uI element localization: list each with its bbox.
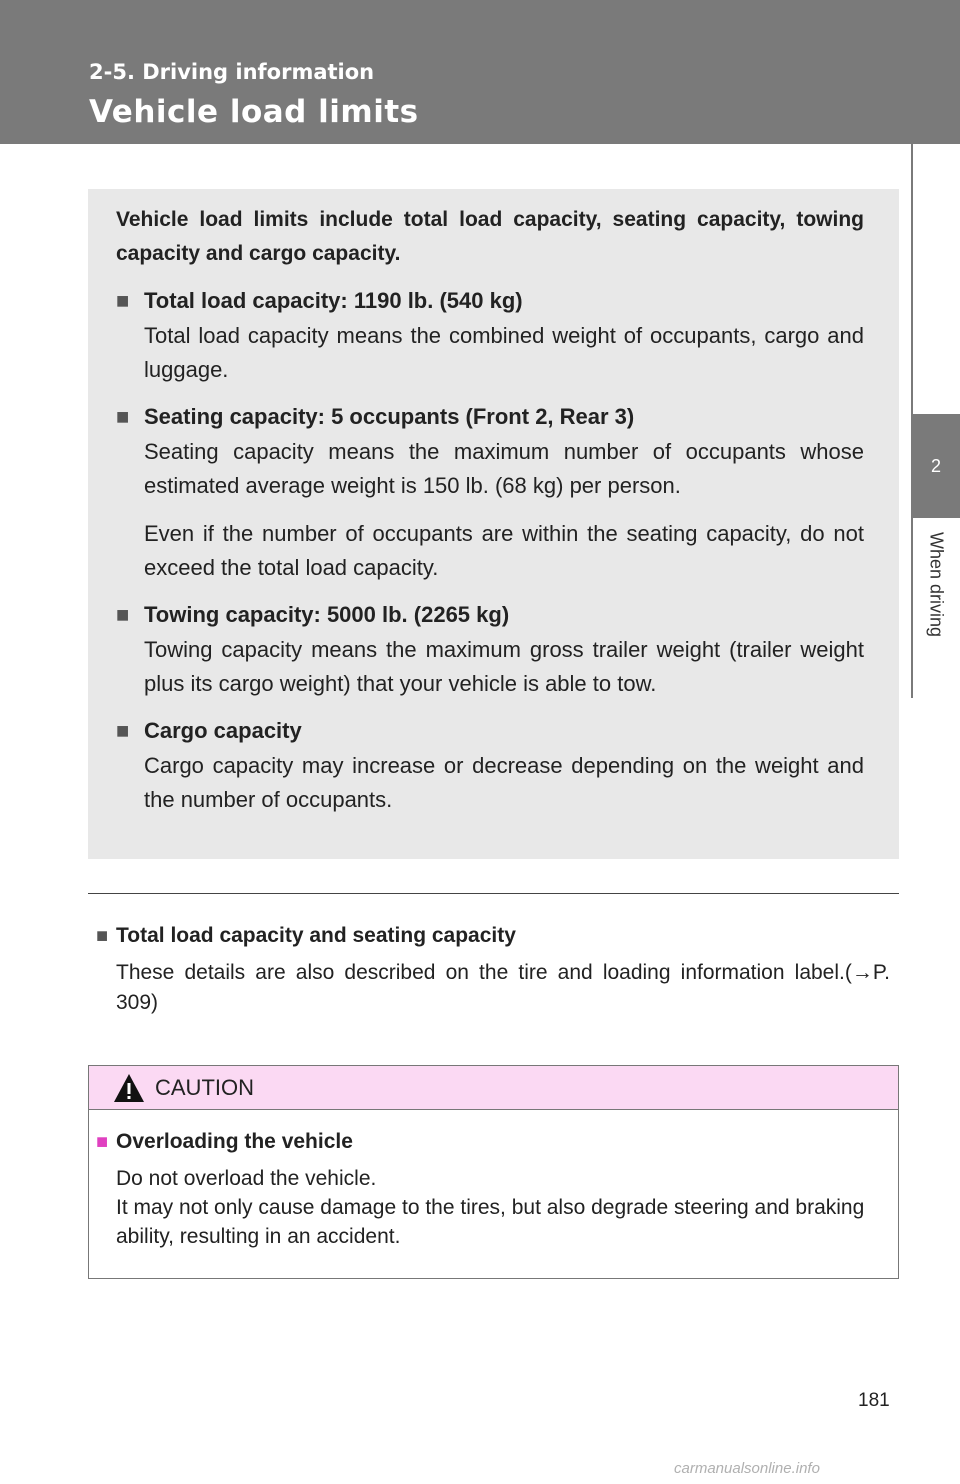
summary-item-total-load	[116, 283, 864, 387]
page-title: Vehicle load limits	[89, 94, 419, 130]
page-header	[0, 0, 960, 144]
page-number: 181	[858, 1390, 890, 1411]
caution-header	[89, 1066, 898, 1110]
item-body: Cargo capacity may increase or decrease depending on the weight and the number of occupants.	[144, 753, 864, 812]
item-heading: Total load capacity: 1190 lb. (540 kg)	[144, 288, 523, 313]
item-body: Towing capacity means the maximum gross trailer weight (trailer weight plus its cargo weight) that your vehicle is able to tow.	[144, 637, 864, 696]
section-label: 2-5. Driving information	[89, 60, 375, 84]
note-section	[96, 920, 890, 1018]
item-body: Total load capacity means the combined weight of occupants, cargo and luggage.	[144, 323, 864, 382]
section-divider	[88, 893, 899, 894]
caution-line: Do not overload the vehicle.	[116, 1167, 377, 1190]
warning-triangle-icon	[113, 1073, 145, 1103]
square-bullet-icon: ■	[116, 404, 130, 429]
summary-item-seating	[116, 399, 864, 585]
square-bullet-icon: ■	[96, 1131, 109, 1153]
summary-box	[88, 189, 899, 859]
chapter-tab	[912, 414, 960, 518]
item-heading: Seating capacity: 5 occupants (Front 2, Rear 3)	[144, 404, 635, 429]
chapter-label: When driving	[926, 532, 947, 638]
chapter-label-tab	[912, 518, 960, 698]
summary-intro: Vehicle load limits include total load capacity, seating capacity, towing capacity and cargo capacity.	[116, 208, 864, 265]
item-heading: Cargo capacity	[144, 718, 302, 743]
caution-item-heading: Overloading the vehicle	[116, 1130, 353, 1153]
watermark: carmanualsonline.info	[674, 1460, 820, 1477]
caution-title: CAUTION	[155, 1074, 254, 1100]
note-heading: Total load capacity and seating capacity	[116, 924, 516, 947]
summary-item-towing	[116, 597, 864, 701]
item-heading: Towing capacity: 5000 lb. (2265 kg)	[144, 602, 510, 627]
square-bullet-icon: ■	[96, 925, 109, 947]
caution-content	[89, 1110, 898, 1251]
note-body: These details are also described on the tire and loading information label.(→P. 309)	[116, 961, 890, 1014]
square-bullet-icon: ■	[116, 602, 130, 627]
summary-item-cargo	[116, 713, 864, 817]
square-bullet-icon: ■	[116, 718, 130, 743]
item-body: Seating capacity means the maximum number of occupants whose estimated average weight is 150 lb. (68 kg) per person.	[144, 439, 864, 498]
square-bullet-icon: ■	[116, 288, 130, 313]
chapter-number: 2	[930, 455, 941, 476]
item-body: Even if the number of occupants are within the seating capacity, do not exceed the total load capacity.	[144, 521, 864, 580]
caution-line: It may not only cause damage to the tires, but also degrade steering and braking ability, resulting in an accident.	[116, 1196, 865, 1248]
caution-box	[88, 1065, 899, 1279]
